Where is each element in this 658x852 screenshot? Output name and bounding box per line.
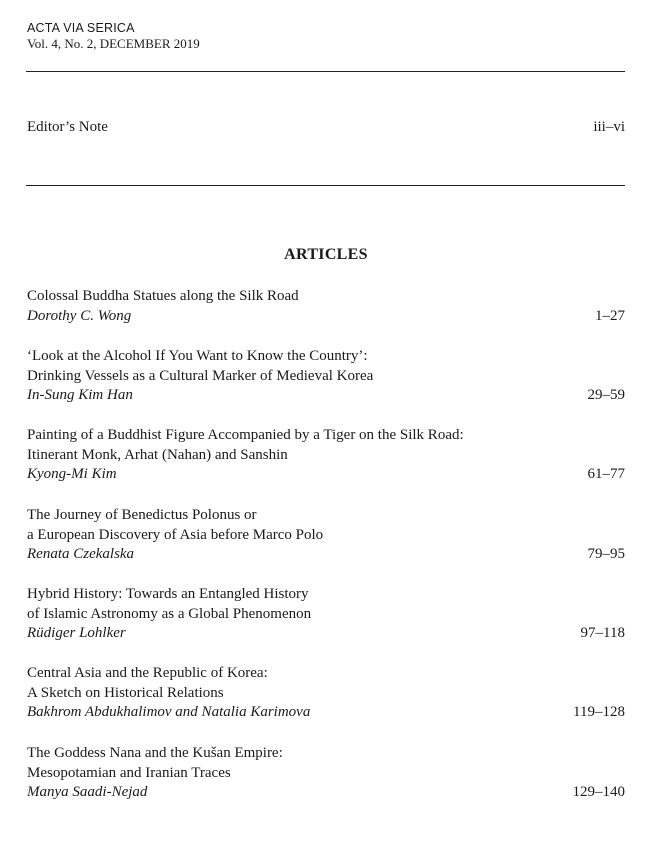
article-entry bbox=[27, 506, 625, 565]
article-title-line: ‘Look at the Alcohol If You Want to Know the Country’: bbox=[27, 348, 368, 364]
article-author-row bbox=[27, 465, 625, 485]
editors-note-pages: iii–vi bbox=[593, 119, 625, 135]
article-pages: 1–27 bbox=[595, 307, 625, 324]
article-author-row bbox=[27, 386, 625, 406]
article-entry bbox=[27, 585, 625, 644]
article-pages: 79–95 bbox=[587, 546, 625, 562]
article-title-line: The Journey of Benedictus Polonus or bbox=[27, 507, 257, 523]
journal-issue: Vol. 4, No. 2, DECEMBER 2019 bbox=[27, 36, 200, 51]
article-title-line: Painting of a Buddhist Figure Accompanied by a Tiger on the Silk Road: bbox=[27, 427, 464, 443]
article-title-line: Central Asia and the Republic of Korea: bbox=[27, 665, 268, 681]
article-author: Rüdiger Lohlker bbox=[27, 625, 126, 641]
editors-note-title: Editor’s Note bbox=[27, 119, 108, 135]
article-title-line: A Sketch on Historical Relations bbox=[27, 684, 224, 701]
article-title-line: Drinking Vessels as a Cultural Marker of Medieval Korea bbox=[27, 367, 374, 384]
article-author-row bbox=[27, 703, 625, 723]
article-pages: 29–59 bbox=[587, 387, 625, 403]
article-title-line: of Islamic Astronomy as a Global Phenomenon bbox=[27, 605, 312, 622]
editors-note-entry bbox=[27, 119, 625, 136]
article-title-line: The Goddess Nana and the Kušan Empire: bbox=[27, 745, 283, 761]
journal-title: ACTA VIA SERICA bbox=[27, 21, 135, 35]
article-entry bbox=[27, 664, 625, 723]
bottom-divider bbox=[26, 185, 625, 186]
journal-header bbox=[27, 20, 200, 52]
article-pages: 61–77 bbox=[587, 466, 625, 482]
article-title-line: Mesopotamian and Iranian Traces bbox=[27, 764, 231, 781]
article-title-line: Itinerant Monk, Arhat (Nahan) and Sanshin bbox=[27, 446, 288, 463]
article-author: Bakhrom Abdukhalimov and Natalia Karimova bbox=[27, 704, 311, 720]
article-entry bbox=[27, 347, 625, 406]
article-title-line: a European Discovery of Asia before Marco Polo bbox=[27, 526, 324, 543]
article-author-row bbox=[27, 545, 625, 565]
article-author-row bbox=[27, 624, 625, 644]
article-author: In-Sung Kim Han bbox=[27, 387, 133, 403]
article-entry bbox=[27, 287, 625, 326]
article-author-row bbox=[27, 783, 625, 803]
article-pages: 129–140 bbox=[572, 784, 625, 800]
article-author: Dorothy C. Wong bbox=[27, 307, 132, 324]
top-divider bbox=[26, 71, 625, 72]
article-pages: 119–128 bbox=[573, 704, 625, 720]
article-entry bbox=[27, 744, 625, 803]
article-author: Kyong-Mi Kim bbox=[27, 466, 117, 482]
article-title-line: Colossal Buddha Statues along the Silk Road bbox=[27, 288, 299, 304]
section-heading: ARTICLES bbox=[284, 246, 368, 263]
article-entry bbox=[27, 426, 625, 485]
article-pages: 97–118 bbox=[580, 625, 625, 641]
article-author: Renata Czekalska bbox=[27, 546, 135, 562]
article-title-line: Hybrid History: Towards an Entangled History bbox=[27, 586, 309, 602]
article-author-row bbox=[27, 307, 625, 327]
article-author: Manya Saadi-Nejad bbox=[27, 784, 148, 800]
